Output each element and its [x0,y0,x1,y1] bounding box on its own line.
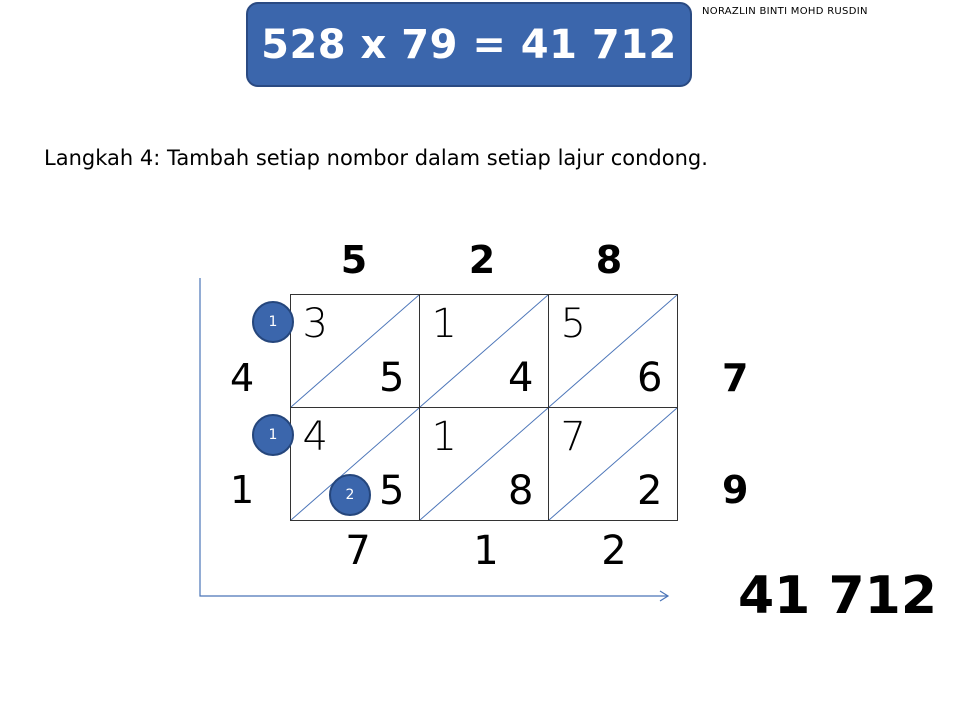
carry-badge: 1 [252,414,294,456]
multiplier-digit: 7 [722,356,749,400]
author-label: NORAZLIN BINTI MOHD RUSDIN [702,6,868,17]
diagonal-sum-digit: 7 [345,528,371,574]
multiplicand-digit: 2 [468,238,496,282]
final-answer: 41 712 [738,566,938,626]
diagonal-sum-digit: 4 [230,356,255,400]
title-banner [246,2,692,87]
cell-ones-digit: 5 [379,354,405,401]
cell-ones-digit: 2 [637,467,663,514]
diagonal-sum-digit: 1 [473,528,499,574]
lattice-cell [548,407,678,521]
multiplicand-digit: 8 [595,238,623,282]
cell-tens-digit: 3 [302,300,328,347]
cell-tens-digit: 1 [431,300,457,347]
cell-ones-digit: 4 [508,354,534,401]
carry-badge: 2 [329,474,371,516]
cell-tens-digit: 1 [431,413,457,460]
lattice-cell [419,407,549,521]
diagonal-sum-digit: 1 [230,468,255,512]
lattice-cell [290,294,420,408]
lattice-cell [419,294,549,408]
carry-badge: 1 [252,301,294,343]
cell-tens-digit: 5 [560,300,586,347]
instruction-text: Langkah 4: Tambah setiap nombor dalam setiap lajur condong. [44,146,708,170]
multiplier-digit: 9 [722,468,749,512]
cell-ones-digit: 6 [637,354,663,401]
cell-tens-digit: 7 [560,413,586,460]
cell-ones-digit: 5 [379,467,405,514]
diagonal-sum-digit: 2 [601,528,627,574]
title-text: 528 x 79 = 41 712 [261,21,677,68]
multiplicand-digit: 5 [340,238,368,282]
cell-tens-digit: 4 [302,413,328,460]
cell-ones-digit: 8 [508,467,534,514]
lattice-cell [548,294,678,408]
